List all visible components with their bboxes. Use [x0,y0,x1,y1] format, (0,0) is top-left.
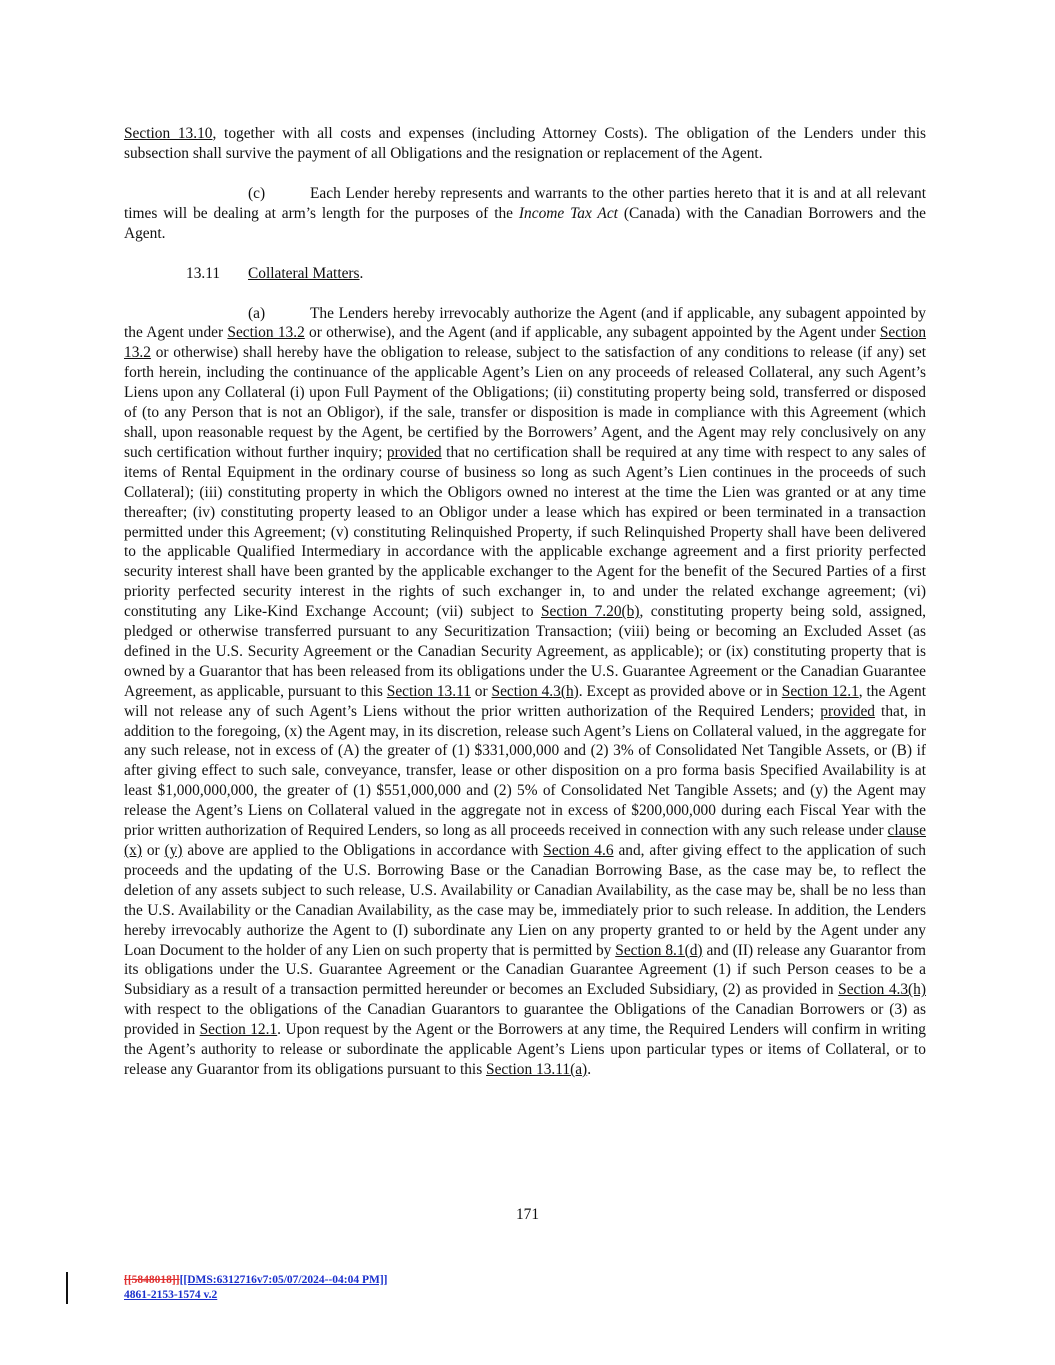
section-reference: Section 12.1 [781,682,859,700]
new-document-id: [[DMS:6312716v7:05/07/2024--04:04 PM]] [179,1274,388,1286]
subsection-label: (a) [248,304,266,322]
section-title: Collateral Matters [248,264,360,282]
section-reference: Section 13.10 [124,125,213,142]
paragraph-text: above are applied to the Obligations in accordance with [182,842,544,859]
paragraph-text: or [141,842,165,859]
subsection-label: (c) [248,184,266,202]
section-number: 13.11 [186,264,221,282]
section-reference: Section 7.20(b) [540,603,640,621]
section-reference: Section 13.2 [227,324,305,342]
section-reference: Section 13.11 [386,682,471,700]
document-footer [124,1273,388,1303]
emphasis-provided: provided [820,702,875,720]
paragraph-continuation [124,124,926,164]
paragraph-c [124,184,926,244]
section-title-suffix: . [359,264,364,282]
paragraph-text: . Except as provided above or in [578,682,782,700]
footer-dms-line [124,1273,388,1288]
footer-doc-number: 4861-2153-1574 v.2 [124,1289,218,1301]
section-reference: Section 4.3(h) [838,981,927,999]
section-reference: Section 4.3(h) [491,682,579,700]
paragraph-text: that, in addition to the foregoing, (x) the Agent may, in its discretion, release such Agent’s Liens on Collateral valued, in the aggregate for any such release, not in excess of (A) the greater of (1) $331,000,000 and (2) 3% of Consolidated Net Tangible Assets, or (B) if after giving effect to such sale, conveyance, transfer, lease or other disposition on a pro forma basis Specified Availability is at least $1,000,000,000, the greater of (1) $551,000,000 and (2) 5% of Consolidated Net Tangible Assets; and (y) the Agent may release the Agent’s Liens on Collateral valued in the aggregate not in excess of $200,000,000 during each Fiscal Year with the prior written authorization of Required Lenders, so long as all proceeds received in connection with any such release under [124,702,927,840]
paragraph-text: and, after giving effect to the application of such proceeds and the updating of the U.S. Borrowing Base or the Canadian Borrowing Base, as the case may be, to reflect the deletion of any assets subject to such release, U.S. Availability or Canadian Availability, as the case may be, shall be no less than the U.S. Availability or the Canadian Availability, as the case may be, immediately prior to such release. In addition, the Lenders hereby irrevocably authorize the Agent to (I) subordinate any Lien on any property granted to or held by the Agent under any Loan Document to the holder of any Lien on such property that is permitted by [124,842,926,959]
italic-statute-name: Income Tax Act [518,204,618,222]
revision-change-bar [66,1272,68,1304]
section-heading [186,264,926,284]
section-reference: Section 13.2 [124,324,927,362]
paragraph-text: Each Lender hereby represents and warrants to the other parties hereto that it is and at all relevant times will be dealing at arm’s length for the purposes of the [124,184,926,222]
paragraph-text: with respect to the obligations of the Canadian Guarantors to guarantee the Obligations of the Canadian Borrowers or (3) as provided in [124,1001,926,1039]
paragraph-text: that no certification shall be required at any time with respect to any sales of items of Rental Equipment in the ordinary course of business so long as such Agent’s Lien continues in the proceeds of such Collateral); (iii) constituting property in which the Obligors owned no interest at the time the Lien was granted or at any time thereafter; (iv) constituting property leased to an Obligor under a lease which has expired or been terminated in a transaction permitted under this Agreement; (v) constituting Relinquished Property, if such Relinquished Property shall have been delivered to the applicable Qualified Intermediary in accordance with the applicable exchange agreement and a first priority perfected security interest shall have been granted by the applicable exchanger to the Agent for the benefit of the Secured Parties of a first priority perfected security interest in the rights of such exchanger in, to and under the related exchange agreement; (vi) constituting any Like-Kind Exchange Account; (vii) subject to [124,443,926,621]
paragraph-text: , together with all costs and expenses (including Attorney Costs). The obligation of the Lenders under this subsection shall survive the payment of all Obligations and the resignation or replacement of the Agent. [124,125,926,162]
paragraph-text: or [470,682,492,700]
paragraph-text: The Lenders hereby irrevocably authorize the Agent (and if applicable, any subagent appointed by the Agent under [124,304,926,342]
paragraph-text: (Canada) with the Canadian Borrowers and the Agent. [124,204,927,242]
paragraph-text: , constituting property being sold, assigned, pledged or otherwise transferred pursuant to any Securitization Transaction; (viii) being or becoming an Excluded Asset (as defined in the U.S. Security Agreement or the Canadian Security Agreement, as applicable); or (ix) constituting property that is owned by a Guarantor that has been released from its obligations under the U.S. Guarantee Agreement or the Canadian Guarantee Agreement, as applicable, pursuant to this [124,603,926,700]
paragraph-text: or otherwise), and the Agent (and if applicable, any subagent appointed by the Agent under [304,324,880,342]
page-number: 171 [515,1206,540,1223]
section-reference: Section 13.11(a) [486,1060,588,1078]
document-page [124,124,926,1100]
emphasis-provided: provided [386,443,442,461]
paragraph-text: , the Agent will not release any of such Agent’s Liens without the prior written authorization of the Required Lenders; [124,682,926,720]
clause-reference: (y) [164,842,183,859]
paragraph-text: and (II) release any Guarantor from its obligations under the U.S. Guarantee Agreement or the Canadian Guarantee Agreement (1) if such Person ceases to be a Subsidiary as a result of a transaction permitted hereunder or becomes an Excluded Subsidiary, (2) as provided in [124,941,926,999]
paragraph-text: or otherwise) shall hereby have the obligation to release, subject to the satisfaction of any conditions to release (if any) set forth herein, including the continuance of the applicable Agent’s Lien on any proceeds of released Collateral, any such Agent’s Liens upon any Collateral (i) upon Full Payment of the Obligations; (ii) constituting property being sold, transferred or disposed of (to any Person that is not an Obligor), if the sale, transfer or disposition is made in compliance with this Agreement (which shall, upon reasonable request by the Agent, be certified by the Borrowers’ Agent, and the Agent may rely conclusively on any such certification without further inquiry; [124,344,926,461]
section-reference: Section 4.6 [543,842,614,859]
deleted-document-id: [[5848018]] [124,1274,180,1286]
paragraph-text: . [587,1060,592,1078]
clause-reference: clause (x) [124,822,926,859]
section-reference: Section 8.1(d) [615,941,703,959]
section-reference: Section 12.1 [199,1021,278,1039]
paragraph-a [124,304,926,1080]
paragraph-text: . Upon request by the Agent or the Borrowers at any time, the Required Lenders will confirm in writing the Agent’s authority to release or subordinate the applicable Agent’s Liens upon particular types or items of Collateral, or to release any Guarantor from its obligations pursuant to this [124,1021,926,1078]
